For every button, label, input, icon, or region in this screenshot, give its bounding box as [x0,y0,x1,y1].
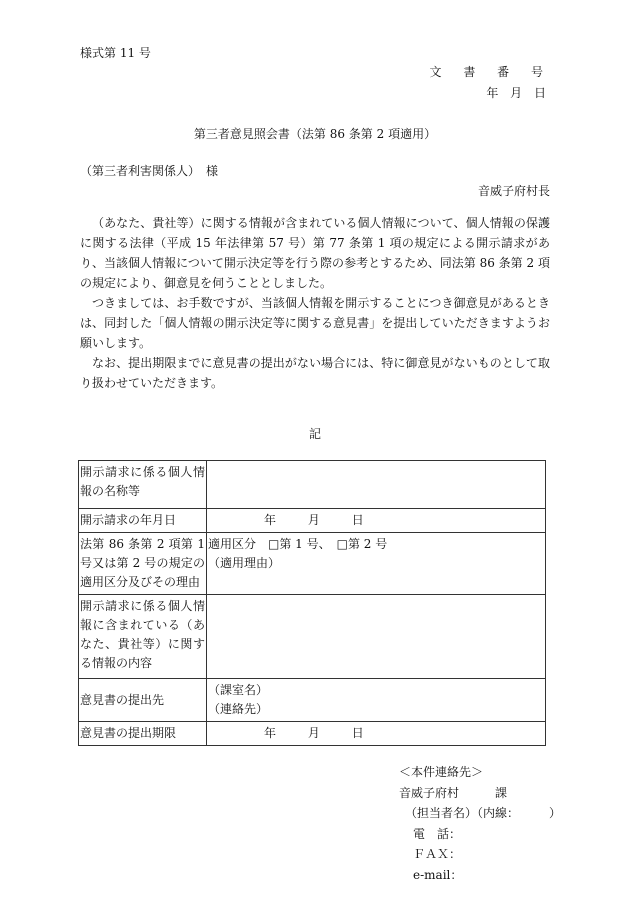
row-label-submission-destination: 意見書の提出先 [79,679,207,722]
contact-block [399,762,561,885]
deadline-month: 月 [307,726,320,740]
row-value-deadline [207,722,546,746]
table-row [79,595,546,679]
deadline-year: 年 [264,726,277,740]
row-label-info-content: 開示請求に係る個人情報に含まれている（あなた、貴社等）に関する情報の内容 [79,595,207,679]
form-number: 様式第 11 号 [80,46,151,60]
request-year: 年 [264,513,277,527]
request-month: 月 [307,513,320,527]
document-title: 第三者意見照会書（法第 86 条第 2 項適用） [193,127,437,141]
contact-email: e-mail： [413,867,463,882]
contact-fax: ＦＡＸ： [413,847,462,861]
table-row [79,509,546,533]
category-checkboxes: 適用区分 □第 1 号、 □第 2 号 [208,537,388,551]
department-name: （課室名） [208,683,269,697]
row-value-request-date [207,509,546,533]
document-date-label: 年 月 日 [486,86,550,100]
category-reason: （適用理由） [208,556,281,570]
department-contact: （連絡先） [208,702,269,716]
contact-person: （担当者名）（内線： ） [405,806,562,820]
request-day: 日 [351,513,364,527]
row-value-info-name [207,461,546,509]
contact-heading: ＜本件連絡先＞ [399,765,484,779]
row-label-info-name: 開示請求に係る個人情報の名称等 [79,461,207,509]
body-paragraph-2: つきましては、お手数ですが、当該個人情報を開示することにつき御意見があるときは、同封した「個人情報の開示決定等に関する意見書」を提出していただきますようお願いします。 [80,296,550,350]
table-row [79,533,546,595]
info-table [78,460,546,746]
contact-office: 音威子府村 課 [399,785,508,800]
body-paragraph-3: なお、提出期限までに意見書の提出がない場合には、特に御意見がないものとして取り扱わせていただきます。 [80,356,550,390]
deadline-day: 日 [351,726,364,740]
contact-phone: 電 話： [413,826,462,841]
table-row [79,679,546,722]
row-label-category: 法第 86 条第 2 項第 1 号又は第 2 号の規定の適用区分及びその理由 [79,533,207,595]
row-label-deadline: 意見書の提出期限 [79,722,207,746]
row-label-request-date: 開示請求の年月日 [79,509,207,533]
addressee: （第三者利害関係人） 様 [80,164,219,178]
body-text [80,213,550,393]
table-row [79,461,546,509]
row-value-submission-destination [207,679,546,722]
body-paragraph-1: （あなた、貴社等）に関する情報が含まれている個人情報について、個人情報の保護に関する法律（平成 15 年法律第 57 号）第 77 条第 1 項の規定による開示請求があり、当該個人情報について開示決定等を行う際の参考とするため、同法第 86 条第 2 項の規定により、御意見を伺うこととしました。 [80,216,550,290]
row-value-info-content [207,595,546,679]
sender: 音威子府村長 [477,184,550,198]
document-number-label: 文 書 番 号 [429,65,552,79]
ki-heading: 記 [308,427,321,441]
row-value-category [207,533,546,595]
table-row [79,722,546,746]
